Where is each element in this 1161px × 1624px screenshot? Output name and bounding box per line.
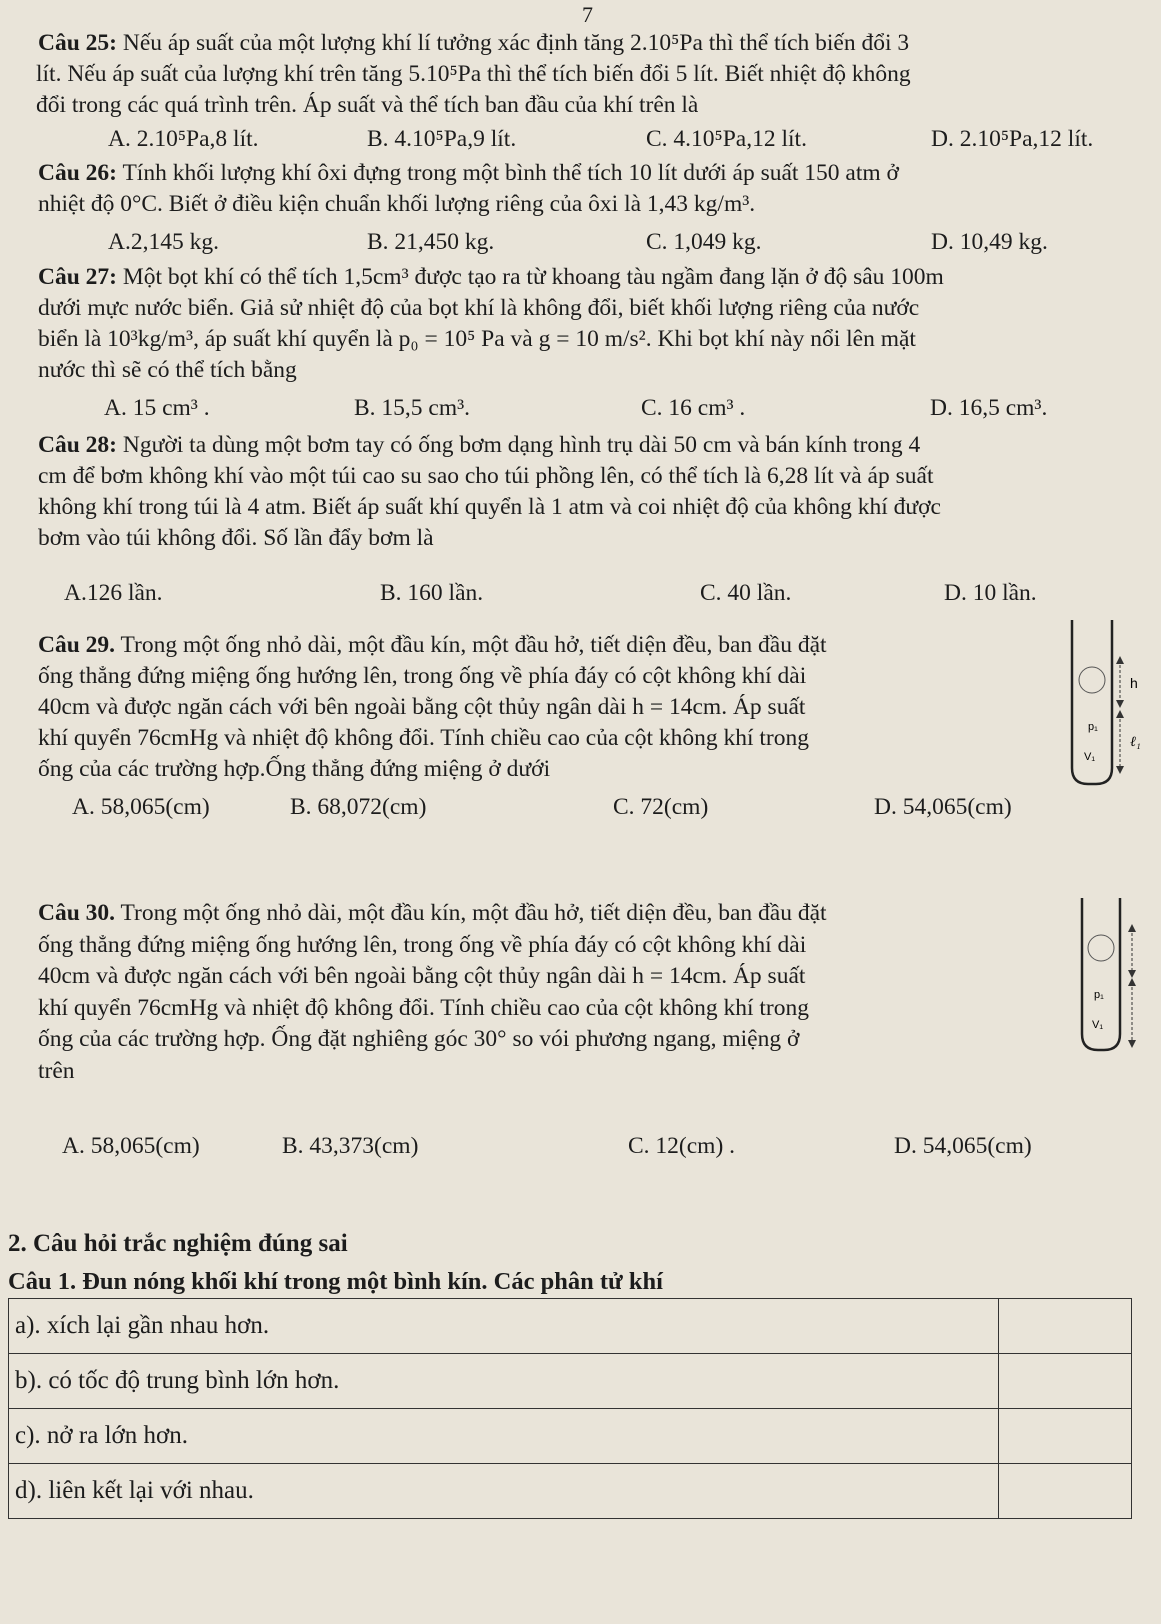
- question-26: [38, 158, 1138, 220]
- question-text: nước thì sẽ có thể tích bằng: [38, 357, 297, 383]
- question-28-options: [64, 578, 1104, 608]
- question-text: ống thẳng đứng miệng ống hướng lên, trong ống về phía đáy có cột không khí dài: [38, 931, 807, 958]
- arrow-down-icon: [1116, 766, 1124, 774]
- option-a: A. 2.10⁵Pa,8 lít.: [108, 126, 259, 152]
- option-c: C. 12(cm) .: [628, 1133, 736, 1159]
- table-row: [9, 1354, 1132, 1409]
- table-row: [9, 1299, 1132, 1354]
- question-text: ống của các trường hợp.Ống thẳng đứng miệng ở dưới: [38, 756, 551, 782]
- label-l1: ℓ₁: [1130, 735, 1141, 750]
- option-c: C. 16 cm³ .: [641, 395, 746, 421]
- question-25: [38, 28, 1138, 121]
- arrow-up-icon: [1128, 978, 1136, 986]
- option-b: B. 4.10⁵Pa,9 lít.: [367, 126, 517, 152]
- question-text: cm để bơm không khí vào một túi cao su sao cho túi phồng lên, có thể tích là 6,28 lít và áp suất: [38, 463, 934, 489]
- question-text: dưới mực nước biển. Giả sử nhiệt độ của bọt khí là không đổi, biết khối lượng riêng của nước: [38, 295, 920, 321]
- question-text: Người ta dùng một bơm tay có ống bơm dạng hình trụ dài 50 cm và bán kính trong 4: [122, 432, 921, 458]
- question-text: Nếu áp suất của một lượng khí lí tưởng xác định tăng 2.10⁵Pa thì thể tích biến đổi 3: [122, 30, 910, 56]
- question-27: [38, 262, 1138, 386]
- arrow-up-icon: [1116, 710, 1124, 718]
- true-false-question: [8, 1268, 663, 1296]
- question-text: Trong một ống nhỏ dài, một đầu kín, một đầu hở, tiết diện đều, ban đầu đặt: [120, 900, 827, 926]
- question-text: đổi trong các quá trình trên. Áp suất và thể tích ban đầu của khí trên là: [36, 92, 699, 118]
- question-26-options: [108, 227, 1148, 257]
- arrow-down-icon: [1128, 970, 1136, 978]
- statement-cell: a). xích lại gần nhau hơn.: [9, 1299, 999, 1354]
- question-25-options: [108, 124, 1148, 154]
- question-label: Câu 25:: [38, 30, 117, 56]
- question-27-options: [104, 393, 1144, 423]
- question-text: Câu 1. Đun nóng khối khí trong một bình kín. Các phân tử khí: [8, 1268, 663, 1295]
- question-label: Câu 30.: [38, 900, 116, 926]
- option-a: A. 58,065(cm): [62, 1133, 200, 1159]
- question-text: Tính khối lượng khí ôxi đựng trong một bình thể tích 10 lít dưới áp suất 150 atm ở: [122, 160, 899, 186]
- question-text: bơm vào túi không đổi. Số lần đẩy bơm là: [38, 525, 434, 551]
- option-c: C. 1,049 kg.: [646, 229, 762, 255]
- arrow-up-icon: [1128, 924, 1136, 932]
- question-text: 40cm và được ngăn cách với bên ngoài bằng cột thủy ngân dài h = 14cm. Áp suất: [38, 963, 806, 989]
- option-d: D. 10,49 kg.: [931, 229, 1048, 255]
- table-row: [9, 1464, 1132, 1519]
- arrow-down-icon: [1116, 700, 1124, 708]
- option-d: D. 54,065(cm): [894, 1133, 1032, 1159]
- option-a: A. 58,065(cm): [72, 794, 210, 820]
- option-d: D. 16,5 cm³.: [930, 395, 1048, 421]
- statement-cell: b). có tốc độ trung bình lớn hơn.: [9, 1354, 999, 1409]
- page-number: 7: [582, 2, 593, 27]
- label-p1: p₁: [1094, 989, 1104, 1001]
- label-p1: p₁: [1088, 721, 1098, 733]
- option-b: B. 15,5 cm³.: [354, 395, 471, 421]
- question-29: [38, 630, 1068, 785]
- question-text: trên: [38, 1057, 75, 1084]
- question-text: 40cm và được ngăn cách với bên ngoài bằng cột thủy ngân dài h = 14cm. Áp suất: [38, 694, 806, 720]
- label-v1: V₁: [1084, 751, 1096, 763]
- answer-cell[interactable]: [999, 1299, 1132, 1354]
- option-b: B. 68,072(cm): [290, 794, 427, 820]
- question-text: ống thẳng đứng miệng ống hướng lên, trong ống về phía đáy có cột không khí dài: [38, 663, 807, 689]
- option-a: A.2,145 kg.: [108, 229, 219, 255]
- question-label: Câu 28:: [38, 432, 117, 458]
- mercury-drop: [1079, 667, 1105, 693]
- question-text: biển là 10³kg/m³, áp suất khí quyển là p₀ = 10⁵ Pa và g = 10 m/s². Khi bọt khí này nổi lên mặt: [38, 326, 916, 352]
- statement-cell: d). liên kết lại với nhau.: [9, 1464, 999, 1519]
- question-text: Trong một ống nhỏ dài, một đầu kín, một đầu hở, tiết diện đều, ban đầu đặt: [120, 632, 827, 658]
- question-label: Câu 27:: [38, 264, 117, 290]
- answer-cell[interactable]: [999, 1354, 1132, 1409]
- question-text: khí quyển 76cmHg và nhiệt độ không đổi. Tính chiều cao của cột không khí trong: [38, 994, 810, 1021]
- option-c: C. 40 lần.: [700, 580, 792, 606]
- question-text: khí quyển 76cmHg và nhiệt độ không đổi. Tính chiều cao của cột không khí trong: [38, 725, 810, 751]
- label-h: h: [1130, 675, 1138, 691]
- question-label: Câu 29.: [38, 632, 116, 658]
- option-b: B. 160 lần.: [380, 580, 484, 606]
- question-text: lít. Nếu áp suất của lượng khí trên tăng 5.10⁵Pa thì thể tích biến đổi 5 lít. Biết nhiệt độ không: [36, 61, 911, 87]
- question-28: [38, 430, 1138, 554]
- tube-figure-30: [1070, 898, 1160, 1058]
- label-v1: V₁: [1092, 1019, 1104, 1031]
- tube-figure-29: [1060, 620, 1160, 790]
- option-d: D. 10 lần.: [944, 580, 1037, 606]
- question-30-options: [62, 1131, 1122, 1161]
- question-text: không khí trong túi là 4 atm. Biết áp suất khí quyển là 1 atm và coi nhiệt độ của không khí được: [38, 494, 941, 520]
- answer-cell[interactable]: [999, 1409, 1132, 1464]
- option-b: B. 43,373(cm): [282, 1133, 419, 1159]
- statement-cell: c). nở ra lớn hơn.: [9, 1409, 999, 1464]
- option-a: A. 15 cm³ .: [104, 395, 210, 421]
- option-d: D. 54,065(cm): [874, 794, 1012, 820]
- question-label: Câu 26:: [38, 160, 117, 186]
- section-heading: 2. Câu hỏi trắc nghiệm đúng sai: [8, 1230, 348, 1257]
- question-text: Một bọt khí có thể tích 1,5cm³ được tạo ra từ khoang tàu ngầm đang lặn ở độ sâu 100m: [122, 264, 944, 290]
- question-text: ống của các trường hợp. Ống đặt nghiêng góc 30° so vói phương ngang, miệng ở: [38, 1026, 800, 1052]
- question-text: nhiệt độ 0°C. Biết ở điều kiện chuẩn khối lượng riêng của ôxi là 1,43 kg/m³.: [38, 191, 756, 217]
- question-30: [38, 898, 1088, 1087]
- option-c: C. 4.10⁵Pa,12 lít.: [646, 126, 807, 152]
- arrow-up-icon: [1116, 656, 1124, 664]
- true-false-table: [8, 1298, 1132, 1519]
- option-d: D. 2.10⁵Pa,12 lít.: [931, 126, 1094, 152]
- arrow-down-icon: [1128, 1040, 1136, 1048]
- table-row: [9, 1409, 1132, 1464]
- option-a: A.126 lần.: [64, 580, 163, 606]
- question-29-options: [72, 792, 1112, 822]
- option-b: B. 21,450 kg.: [367, 229, 495, 255]
- option-c: C. 72(cm): [613, 794, 709, 820]
- mercury-drop: [1088, 935, 1114, 961]
- answer-cell[interactable]: [999, 1464, 1132, 1519]
